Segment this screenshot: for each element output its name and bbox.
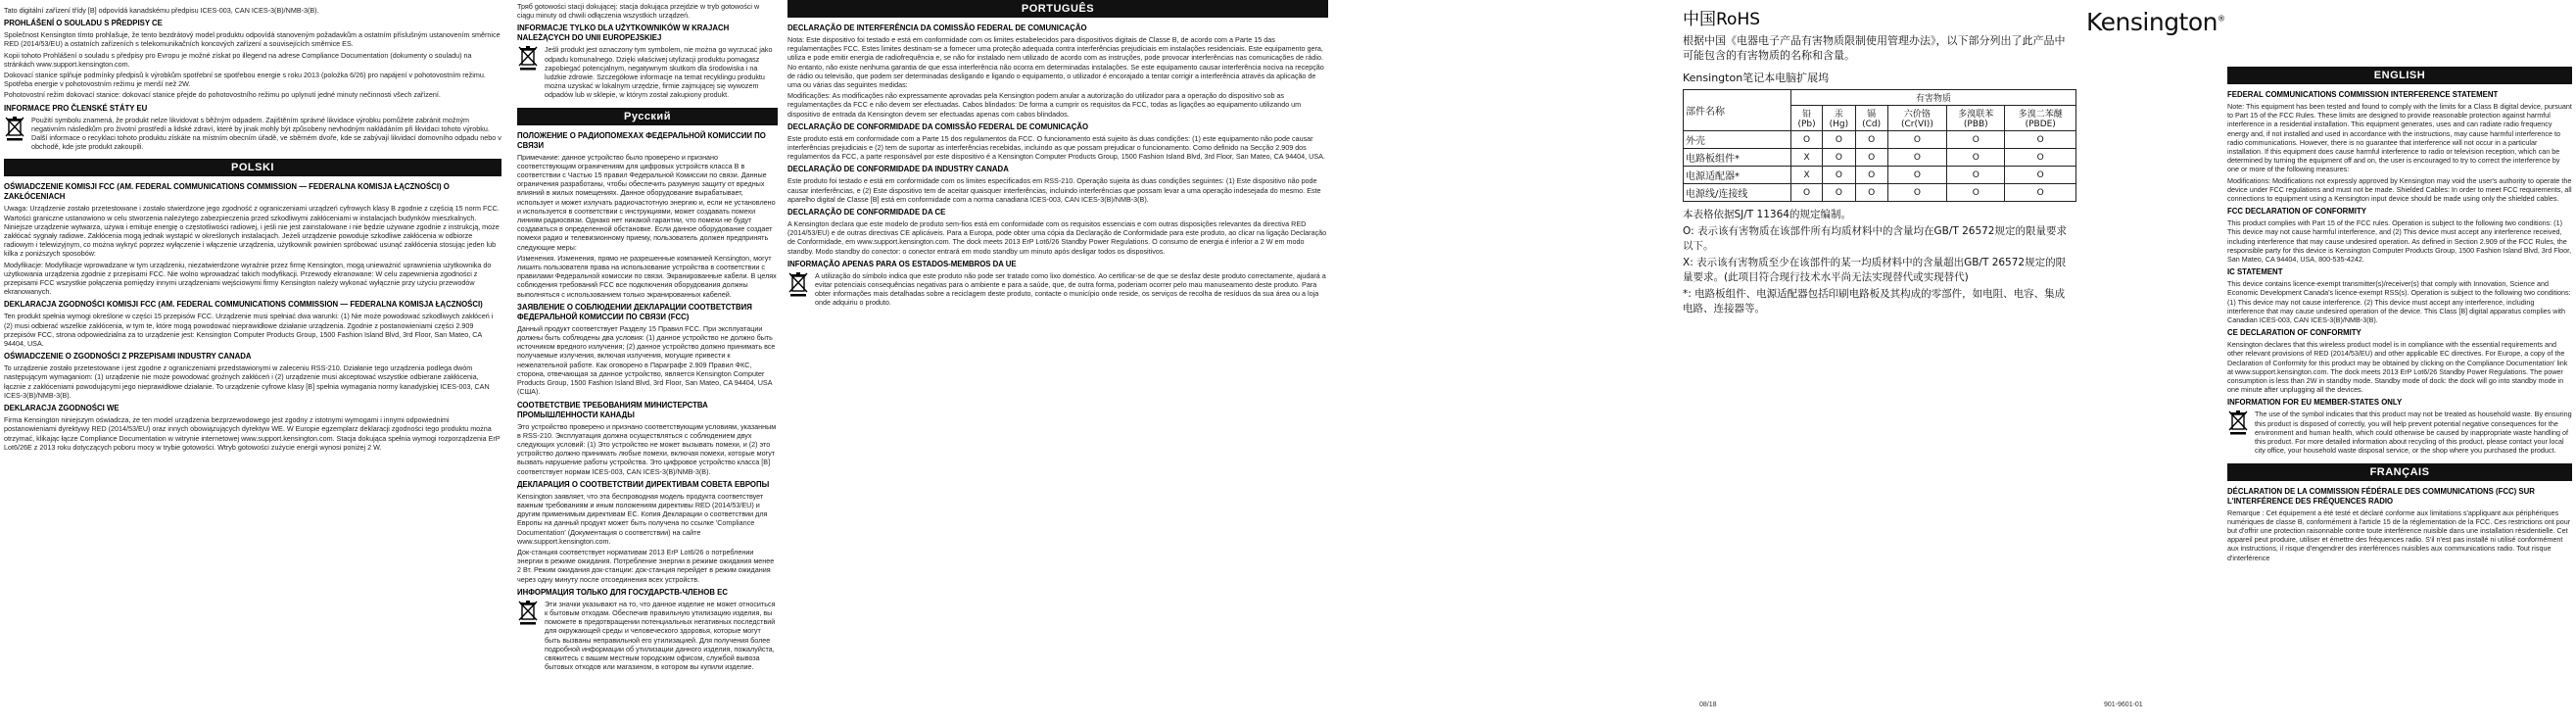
pl-section-4-title: DEKLARACJA ZGODNOŚCI WE: [4, 404, 119, 413]
cz-intro-2: Společnost Kensington tímto prohlašuje, že tento bezdrátový model produktu odpovídá stanoveným požadavkům a ostatním příslušným ustanovením směrnice RED (2014/53/EU) a ostatních zařízeních s telekomunikačních koncových zařízení a souvisejících směrnice ES.: [4, 30, 501, 49]
rohs-table-title: Kensington笔记本电脑扩展坞: [1683, 72, 1830, 84]
rohs-row-part: 电路板组件*: [1684, 149, 1791, 167]
crossed-bin-icon: [517, 600, 539, 625]
pl-section-0-title: OŚWIADCZENIE KOMISJI FCC (AM. FEDERAL COMMUNICATIONS COMMISSION — FEDERALNA KOMISJA ŁĄCZNOŚCI) O ZAKŁÓCENIACH: [4, 182, 450, 202]
pt-section-3-title: DECLARAÇÃO DE CONFORMIDADE DA INDUSTRY CANADA: [787, 165, 1009, 174]
rohs-cell: O: [1823, 131, 1856, 149]
rohs-cell: O: [1823, 167, 1856, 184]
rohs-cell: O: [2005, 149, 2076, 167]
english-band: ENGLISH: [2227, 67, 2572, 84]
french-band: FRANÇAIS: [2227, 463, 2572, 481]
crossed-bin-icon: [787, 271, 809, 297]
pt-section-4-text: A Kensington declara que este modelo de produto sem-fios está em conformidade com os requisitos essenciais e com outras disposições relevantes da directiva RED (2014/53/EU) e de outras directivas CE aplicáveis. Para a Europa, pode obter uma cópia da Declaração de Conformidade para este produto, ao clicar na ligação Declaração de Conformidade, em www.support.kensington.com. The dock meets 2013 ErP Lot6/26 Standby Power Regulations. O consumo de energia é inferior a 2 W em modo standby. Modo standby do conector: o conector entrará em modo standby um minuto após desligar todos os dispositivos.: [787, 219, 1327, 256]
pt-section-0-text: Nota: Este dispositivo foi testado e está em conformidade com os limites estabelecidos para dispositivos digitais de Classe B, de acordo com a Parte 15 das regulamentações FCC. Estes limites destinam-se a fornecer uma proteção adequada contra interferências prejudiciais em instalações residenciais. Este equipamento gera, utiliza e pode emitir energia de radiofrequência e, se não for instalado nem utilizado de acordo com as instruções, pode provocar interferências nas comunicações de rádio. No entanto, não existe nenhuma garantia de que essa interferência não ocorra em determinadas instalações. Se este equipamento causar interferência nociva na recepção de rádio ou televisão, que podem ser determinadas desligando e ligando o equipamento, o utilizador é encorajado a tentar corrigir a interferência através da aplicação de uma ou várias das seguintes medidas:: [787, 35, 1324, 90]
rohs-note-0: 本表格依据SJ/T 11364的规定编制。: [1683, 209, 1851, 220]
czech-polish-column: [0, 0, 509, 725]
rohs-cell: O: [1855, 184, 1887, 202]
pt-weee-block: [787, 271, 1328, 310]
brand-area: [2086, 0, 2223, 36]
kensington-logo: [2086, 0, 2223, 36]
crossed-bin-icon: [2227, 410, 2249, 435]
ru-info-text: Jeśli produkt jest oznaczony tym symbolem, nie można go wyrzucać jako odpadu komunalnego. Dzięki właściwej utylizacji produktu pomagasz zapobiegać potencjalnym, negatywnym skutkom dla środowiska i na ludzkie zdrowie. Szczegółowe informacje na temat recyklingu produktu można uzyskać w lokalnym urzędzie, firmie zajmującej się wywozem odpadów lub w sklepie, w którym został zakupiony produkt.: [545, 45, 773, 100]
ru-section-1-text: Изменения. Изменения, прямо не разрешенные компанией Kensington, могут лишить пользователя права на использование устройства в соответствии с правилами Федеральной комиссии по связи. Экранированные кабели. В целях соблюдения требований FCC все подключения оборудования должны выполняться с использованием только экранированных кабелей.: [517, 253, 777, 299]
table-row: [1684, 131, 2076, 149]
russian-band: Русский: [517, 108, 778, 125]
footer-date: 08/18: [1699, 701, 1717, 708]
ru-section-6-text: Эти значки указывают на то, что данное изделие не может относиться к бытовым отходам. Обеспечив правильную утилизацию изделия, вы поможете в предотвращении потенциальных негативных последствий для окружающей среды и человеческого здоровья, которые могут быть вызваны неправильной его утилизацией. Для получения более подробной информации об утилизации данного изделия, пожалуйста, свяжитесь с вашим местным городским офисом, службой вывоза бытовых отходов или магазином, в котором вы купили изделие.: [545, 599, 776, 672]
cz-weee-block: [4, 116, 501, 154]
pt-section-3-text: Este produto foi testado e está em conformidade com os limites especificados em RSS-210. Operação sujeita às duas condições seguintes: (1) Este dispositivo não pode causar interferências, e (2) Este dispositivo tem de aceitar quaisquer interferências, incluindo interferências que possam levar a uma operação indesejada do mesmo. Este aparelho digital de Classe [B] está em conformidade com a norma canadiana ICES-003, CAN ICES-3(B)/NMB-3(B).: [787, 176, 1321, 204]
pt-section-4-title: DECLARAÇÃO DE CONFORMIDADE DA CE: [787, 208, 946, 218]
rohs-cell: O: [1823, 184, 1856, 202]
rohs-col-hg: 汞 (Hg): [1823, 106, 1856, 131]
ru-top-text: Тряб gotowości stacji dokującej: stacja dokująca przejdzie w tryb gotowości w ciągu minuty od chwili odłączenia wszystkich urządzeń.: [517, 2, 760, 21]
rohs-col-pbb: 多溴联苯 (PBB): [1947, 106, 2005, 131]
rohs-row-part: 外壳: [1684, 131, 1791, 149]
rohs-note-3: *: 电路板组件、电源适配器包括印刷电路板及其构成的零部件，如电阻、电容、集成电路、连接器等。: [1683, 288, 2066, 314]
cz-ce-title: PROHLÁŠENÍ O SOULADU S PŘEDPISY CE: [4, 19, 163, 28]
portuguese-band: PORTUGUÊS: [787, 0, 1328, 18]
rohs-table: [1683, 89, 2076, 202]
fr-text: Remarque : Cet équipement a été testé et déclaré conforme aux limitations s'appliquant aux périphériques numériques de classe B, conformément à l'article 15 de la réglementation de la FCC. Ces restrictions ont pour but d'offrir une protection raisonnable contre toute interférence nuisible dans une installation résidentielle. Cet appareil peut produire, utiliser et émettre des fréquences radio. S'il n'est pas installé ni utilisé conformément aux instructions, il risque d'engendrer des interférences nuisibles aux communications radio. Tout risque d'interférence: [2227, 508, 2571, 562]
fr-title: DÉCLARATION DE LA COMMISSION FÉDÉRALE DES COMMUNICATIONS (FCC) SUR L'INTERFÉRENCE DES FRÉQUENCES RADIO: [2227, 486, 2535, 506]
rohs-cell: O: [1947, 167, 2005, 184]
china-rohs-column: [1673, 0, 2084, 725]
crossed-bin-icon: [517, 45, 539, 71]
table-row: [1684, 184, 2076, 202]
rohs-cell: O: [1887, 167, 1946, 184]
en-section-3-text: This device contains licence-exempt transmitter(s)/receiver(s) that comply with Innovation, Science and Economic Development Canada's licence-exempt RSS(s). Operation is subject to the following two conditions: (1) This device may not cause interference. (2) This device must accept any interference, including interference that may cause undesired operation of the device. This Class [B] digital apparatus complies with Canadian ICES-003, CAN ICES-3(B)/NMB-3(B).: [2227, 279, 2571, 325]
ru-section-0-title: ПОЛОЖЕНИЕ О РАДИОПОМЕХАХ ФЕДЕРАЛЬНОЙ КОМИССИИ ПО СВЯЗИ: [517, 130, 766, 150]
table-row: [1684, 149, 2076, 167]
en-section-1-text: Modifications: Modifications not expressly approved by Kensington may void the user's authority to operate the device under FCC regulations and must not be made. Shielded Cables: In order to meet FCC requirements, all connections to equipment using a Kensington input device should be made using only the shielded cables.: [2227, 175, 2572, 204]
pt-section-0-title: DECLARAÇÃO DE INTERFERÊNCIA DA COMISSÃO FEDERAL DE COMUNICAÇÃO: [787, 24, 1087, 32]
en-section-5-text: The use of the symbol indicates that this product may not be treated as household waste. By ensuring this product is disposed of correctly, you will help prevent potential negative consequences for the environment and human health, which could otherwise be caused by inappropriate waste handling of this product. For more detailed information about recycling of this product, please contact your local city office, your household waste disposal service, or the shop where you purchased the product.: [2255, 410, 2572, 456]
rohs-col-pb: 铅 (Pb): [1791, 106, 1823, 131]
ru-section-2-text: Данный продукт соответствует Разделу 15 Правил FCC. При эксплуатации должны быть соблюдены два условия: (1) данное устройство не должно быть источником вредного излучения; (2) данное устройство должно принимать все получаемые излучения, включая излучения, могущие привести к нежелательной работе. Как оговорено в Параграфе 2.909 Правил ФКС, сторона, отвечающая за данное устройство, является Kensington Computer Products Group, 1500 Fashion Island Blvd, 3rd Floor, San Mateo, CA 94404, USA (США).: [517, 323, 776, 397]
cz-intro-0: Tato digitální zařízení třídy [B] odpovídá kanadskému předpisu ICES-003, CAN ICES-3(B)/NMB-3(B).: [4, 6, 319, 15]
en-section-4-title: CE DECLARATION OF CONFORMITY: [2227, 328, 2361, 338]
ru-weee-block: [517, 600, 778, 674]
rohs-cell: O: [1947, 131, 2005, 149]
ru-section-0-text: Примечание: данное устройство было проверено и признано соответствующим ограничениям для цифровых устройств класса B в соответствии с Частью 15 правил Федеральной Комиссии по связи. Данные ограничения разработаны, чтобы обеспечить разумную защиту от вредных влияний в жилых помещениях. Данное оборудование вырабатывает, использует и может излучать радиочастотную энергию и, если не установлено и используется в соответствии с инструкциями, может создавать помехи линиям радиосвязи. Однако нет никакой гарантии, что помехи не будут создаваться в определенной обстановке. Если данное оборудование создает помехи радио и телевизионному приему, пользователь должен предпринять следующие меры:: [517, 152, 776, 252]
en-section-3-title: IC STATEMENT: [2227, 267, 2283, 277]
ru-weee-block-top: [517, 45, 778, 101]
portuguese-column: [784, 0, 1332, 725]
en-section-2-text: This product complies with Part 15 of the FCC rules. Operation is subject to the following two conditions: (1) This device may not cause harmful interference, and (2) This device must accept any interference received, including interference that may cause undesired operation. As defined in Section 2.909 of the FCC Rules, the responsible party for this device is Kensington Computer Products Group, 1500 Fashion Island Blvd, 3rd Floor, San Mateo, CA 94404, USA, 800-535-4242.: [2227, 218, 2572, 265]
english-column: [2221, 63, 2576, 725]
cz-intro-5: Pohotovostní režim dokovací stanice: dokovací stanice přejde do pohotovostního režimu po uplynutí jedné minuty nečinnosti všech zařízení.: [4, 90, 441, 100]
ru-section-2-title: ЗАЯВЛЕНИЕ О СОБЛЮДЕНИИ ДЕКЛАРАЦИИ СООТВЕТСТВИЯ ФЕДЕРАЛЬНОЙ КОМИССИИ ПО СВЯЗИ (FCC): [517, 302, 752, 321]
rohs-cell: O: [1855, 149, 1887, 167]
rohs-cell: O: [1855, 131, 1887, 149]
rohs-cell: O: [2005, 167, 2076, 184]
ru-section-6-title: ИНФОРМАЦИЯ ТОЛЬКО ДЛЯ ГОСУДАРСТВ-ЧЛЕНОВ ЕС: [517, 587, 728, 597]
cz-intro-3: Kopii tohoto Prohlášení o souladu s předpisy pro Evropu je možné získat po illegend na adrese Compliance Documentation (dokumenty o souladu) na stránkách www.support.kensington.com.: [4, 50, 472, 69]
rohs-cell: O: [1791, 131, 1823, 149]
pl-section-3-text: To urządzenie zostało przetestowane i jest zgodne z ograniczeniami przedstawionymi w zaleceniu RSS-210. Działanie tego urządzenia podlega dwóm następującym wymaganiom: (1) urządzenie nie może powodować groźnych zakłóceń i (2) urządzenie musi akceptować wszystkie odbierane zakłócenia, łącznie z zakłóceniami powodującymi jego nieprawidłowe działanie. To urządzenie cyfrowe klasy [B] spełnia wymagania normy kanadyjskiej ICES-003, CAN ICES-3(B)/NMB-3(B).: [4, 363, 490, 400]
ru-section-3-title: СООТВЕТСТВИЕ ТРЕБОВАНИЯМ МИНИСТЕРСТВА ПРОМЫШЛЕННОСТИ КАНАДЫ: [517, 400, 708, 419]
rohs-cell: O: [1855, 167, 1887, 184]
rohs-cell: X: [1791, 167, 1823, 184]
cz-eu-text: Použití symbolu znamená, že produkt nelze likvidovat s běžným odpadem. Zajištěním správné likvidace výrobku pomůžete zabránit možným negativním následkům pro životní prostředí a lidské zdraví, které by jinak mohly být způsobeny nevhodným nakládáním při likvidaci tohoto výrobku. Další informace o recyklaci tohoto produktu získáte na místním obecním úřadě, ve sběrném dvoře, kde se zabývají likvidací domovního odpadu nebo v obchodě, kde jste produkt zakoupili.: [31, 115, 501, 152]
pt-section-5-title: INFORMAÇÃO APENAS PARA OS ESTADOS-MEMBROS DA UE: [787, 259, 1017, 268]
rohs-note-2: X: 表示该有害物质至少在该部件的某一均质材料中的含量超出GB/T 26572规定的限量要求。(此项目符合现行技术水平尚无法实现替代或实现替代): [1683, 257, 2067, 283]
rohs-cell: O: [1887, 149, 1946, 167]
pl-section-3-title: OŚWIADCZENIE O ZGODNOŚCI Z PRZEPISAMI INDUSTRY CANADA: [4, 352, 252, 362]
rohs-cell: O: [1947, 149, 2005, 167]
pl-section-4-text: Firma Kensington niniejszym oświadcza, że ten model urządzenia bezprzewodowego jest zgodny z istotnymi wymogami i innymi odpowiednimi postanowieniami dyrektywy RED (2014/53/EU) oraz innych obowiązujących dyrektyw WE. W Europie egzemplarz deklaracji zgodności tego produktu można otrzymać, klikając łącze Compliance Documentation w witrynie internetowej www.support.kensington.com. Stacja dokująca spełnia wymogi rozporządzenia ErP Lot6/26E z 2013 roku dotyczących poboru mocy w trybie gotowości. Wtryb gotowości zużycie energii wynosi poniżej 2 W.: [4, 415, 501, 452]
rohs-col-cr6: 六价铬 (Cr(VI)): [1887, 106, 1946, 131]
ru-section-4-title: ДЕКЛАРАЦИЯ О СООТВЕТСТВИИ ДИРЕКТИВАМ СОВЕТА ЕВРОПЫ: [517, 479, 770, 489]
rohs-part-header: 部件名称: [1684, 90, 1791, 131]
rohs-intro: 根据中国《电器电子产品有害物质限制使用管理办法》，以下部分列出了此产品中可能包含的有害物质的名称和含量。: [1683, 34, 2066, 62]
logo-registered-mark: ®: [2218, 14, 2225, 24]
en-section-0-title: FEDERAL COMMUNICATIONS COMMISSION INTERFERENCE STATEMENT: [2227, 90, 2499, 99]
rohs-col-pbde: 多溴二苯醚 (PBDE): [2005, 106, 2076, 131]
rohs-cell: O: [2005, 131, 2076, 149]
rohs-title: 中国RoHS: [1683, 10, 1761, 29]
pl-section-1-text: Modyfikacje: Modyfikacje wprowadzane w tym urządzeniu, niezatwierdzone wyraźnie przez firmę Kensington, mogą unieważnić uprawnienia użytkownika do użytkowania urządzenia zgodnie z przepisami FCC. Nie wolno wprowadzać takich modyfikacji. Przewody ekranowane: W celu zapewnienia zgodności z przepisami FCC wszystkie połączenia pomiędzy innymi urządzeniami wejściowymi firmy Kensington należy wykonać wyłącznie przy użyciu przewodów ekranowanych.: [4, 260, 492, 297]
russian-column: [517, 0, 778, 725]
rohs-col-cd: 镉 (Cd): [1855, 106, 1887, 131]
cz-intro-4: Dokovací stanice splňuje podmínky předpisů k výrobkům spotřební se spotřebou energie s roku 2013 (položka 6/26) pro napájení v pohotovostním režimu. Spotřeba energie v pohotovostním režimu je menší než 2W.: [4, 71, 486, 89]
ru-section-5-text: Док-станция соответствует нормативам 2013 ErP Lot6/26 о потреблении энергии в режиме ожидания. Потребление энергии в режиме ожидания менее 2 Вт. Режим ожидания док-станции: док-станция перейдет в режим ожидания через одну минуту после отсоединения всех устройств.: [517, 547, 775, 584]
footer-code: 901-9601-01: [2104, 701, 2143, 708]
en-section-4-text: Kensington declares that this wireless product model is in compliance with the essential requirements and other relevant provisions of RED (2014/53/EU) and other applicable EC directives. For Europe, a copy of the Declaration of Conformity for this product may be obtained by clicking on the Compliance Documentation' link at www.support.kensington.com. The dock meets 2013 ErP Lot6/26 Standby Power Regulations. The power consumption is less than 2W in standby mode. Standby mode of dock: the dock will go into standby mode in one minute after unplugging all the devices.: [2227, 340, 2568, 395]
ru-info-title: INFORMACJE TYLKO DLA UŻYTKOWNIKÓW W KRAJACH NALEŻĄCYCH DO UNII EUROPEJSKIEJ: [517, 24, 730, 43]
pl-section-2-text: Ten produkt spełnia wymogi określone w części 15 przepisów FCC. Urządzenie musi spełniać dwa warunki: (1) Nie może powodować szkodliwych zakłóceń i (2) musi odbierać wszelkie zakłócenia, w tym te, które mogą powodować nieprawidłowe działanie urządzenia. Zgodnie z postanowieniami części 2.909 przepisów FCC, strona odpowiedzialna za to urządzenie jest: Kensington Computer Products Group, 1500 Fashion Island Blvd, 3rd Floor, San Mateo, CA 94404, USA.: [4, 312, 494, 349]
rohs-cell: O: [1887, 131, 1946, 149]
rohs-row-part: 电源线/连接线: [1684, 184, 1791, 202]
pl-section-2-title: DEKLARACJA ZGODNOŚCI KOMISJI FCC (AM. FEDERAL COMMUNICATIONS COMMISSION — FEDERALNA KOMISJA ŁĄCZNOŚCI): [4, 300, 483, 310]
pt-section-2-text: Este produto está em conformidade com a Parte 15 dos regulamentos da FCC. O funcionamento está sujeito às duas condições: (1) este equipamento não pode causar interferências prejudiciais e (2) tem de suportar as interferências recebidas, incluindo as que possam prejudicar o funcionamento. Como definido na Secção 2.909 dos regulamentos da FCC, a parte responsável por este dispositivo é a Kensington Computer Products Group, 1500 Fashion Island Blvd, 3rd Floor, San Mateo, CA 94404, USA.: [787, 133, 1325, 162]
logo-text: Kensington: [2086, 8, 2218, 36]
rohs-notes: [1683, 208, 2075, 316]
rohs-cell: O: [1947, 184, 2005, 202]
rohs-note-1: O: 表示该有害物质在该部件所有均质材料中的含量均在GB/T 26572规定的限量要求以下。: [1683, 225, 2067, 252]
en-section-2-title: FCC DECLARATION OF CONFORMITY: [2227, 207, 2366, 217]
rohs-cell: O: [1791, 184, 1823, 202]
table-row: [1684, 167, 2076, 184]
rohs-cell: X: [1791, 149, 1823, 167]
rohs-cell: O: [1887, 184, 1946, 202]
en-section-0-text: Note: This equipment has been tested and found to comply with the limits for a Class B digital device, pursuant to Part 15 of the FCC Rules. These limits are designed to provide reasonable protection against harmful interference in a residential installation. This equipment generates, uses and can radiate radio frequency energy and, if not installed and used in accordance with the instructions, may cause harmful interference to radio communications. However, there is no guarantee that interference will not occur in a particular installation. If this equipment does cause harmful interference to radio or television reception, which can be determined by turning the equipment off and on, the user is encouraged to try to correct the interference by one or more of the following measures:: [2227, 102, 2572, 174]
rohs-row-part: 电源适配器*: [1684, 167, 1791, 184]
pl-section-0-text: Uwaga: Urządzenie zostało przetestowane i zostało stwierdzone jego zgodność z ograniczeniami urządzeń cyfrowych klasy B zgodnie z częścią 15 norm FCC. Wartości graniczne ustanowiono w celu stworzenia należytego zabezpieczenia przed szkodliwymi zakłóceniami w instalacjach budynków mieszkalnych. Niniejsze urządzenie wytwarza, używa i emituje energię o częstotliwości radiowej, i jeśli nie jest zainstalowane i nie będzie używane zgodnie z instrukcją, może zakłócać sygnały radiowe. Zakłócenia mogą jednak wystąpić w określonych instalacjach. Jeżeli urządzenie powoduje szkodliwe zakłócenia w odbiorze radiowym i telewizyjnym, co można wykryć poprzez wyłączenie i włączenie urządzenia, użytkownik powinien spróbować usunąć zakłócenia stosując jeden lub kilka z poniższych sposobów:: [4, 204, 500, 259]
pt-section-1-text: Modificações: As modificações não expressamente aprovadas pela Kensington podem anular a autorização do utilizador para a operação do dispositivo sob as regulamentações da FCC e não devem ser efectuadas. Cabos blindados: De forma a cumprir os requisitos da FCC, todas as ligações ao equipamento utilizando um dispositivo de entrada da Kensington devem ser efectuadas apenas com cabos blindados.: [787, 91, 1302, 119]
rohs-group-header: 有害物质: [1791, 90, 2076, 106]
en-section-5-title: INFORMATION FOR EU MEMBER-STATES ONLY: [2227, 398, 2403, 408]
en-weee-block: [2227, 410, 2572, 457]
rohs-cell: O: [2005, 184, 2076, 202]
polski-band: POLSKI: [4, 159, 501, 176]
crossed-bin-icon: [4, 116, 25, 141]
ru-section-3-text: Это устройство проверено и признано соответствующим условиям, указанным в RSS-210. Эксплуатация должна осуществляться с соблюдением двух следующих условий: (1) Это устройство не может вызывать помехи, и (2) это устройство должно принимать любые помехи, включая помехи, которые могут вызвать нарушение работы устройства. Это цифровое устройство класса [B] соответствует нормам ICES-003, CAN ICES-3(B)/NMB-3(B).: [517, 421, 777, 476]
cz-eu-title: INFORMACE PRO ČLENSKÉ STÁTY EU: [4, 103, 148, 113]
ru-section-4-text: Kensington заявляет, что эта беспроводная модель продукта соответствует важным требованиям и иным положениям директивы RED (2014/53/EU) и другим применимым директивам ЕС. Копия Декларации о соответствии для Европы на данный продукт может быть получена по ссылке 'Compliance Documentation' (Документация о соответствии) на сайте www.support.kensington.com.: [517, 491, 768, 546]
pt-section-5-text: A utilização do símbolo indica que este produto não pode ser tratado como lixo doméstico. Ao certificar-se de que se desfaz deste produto correctamente, ajudará a evitar potenciais consequências negativas para o ambiente e para a saúde, que, de outra forma, poderiam ocorrer pelo mau manuseamento deste produto. Para obter informações mais detalhadas sobre a reciclagem deste produto, contacte o município onde reside, os serviços de recolha de resíduos da sua área ou a loja onde adquiriu o produto.: [815, 270, 1326, 308]
rohs-cell: O: [1823, 149, 1856, 167]
pt-section-2-title: DECLARAÇÃO DE CONFORMIDADE DA COMISSÃO FEDERAL DE COMUNICAÇÃO: [787, 121, 1089, 131]
